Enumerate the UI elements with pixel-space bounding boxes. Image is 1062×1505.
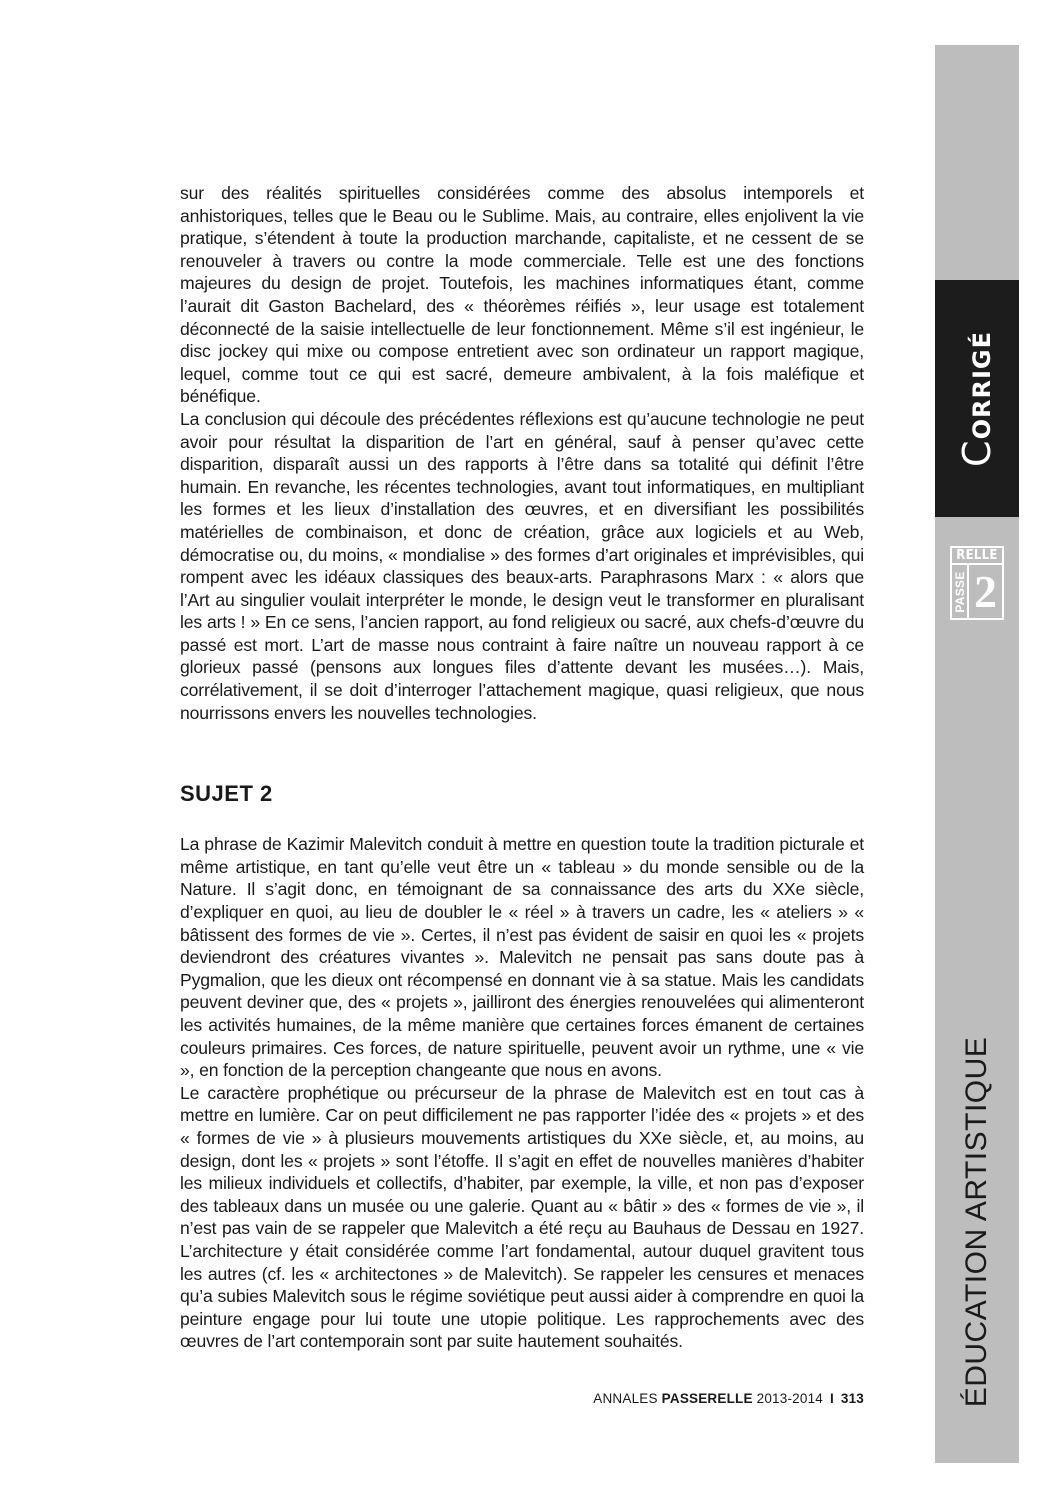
subject-label: ÉDUCATION ARTISTIQUE xyxy=(960,1036,993,1408)
corrige-tab xyxy=(935,280,1019,517)
body-paragraph: Le caractère prophétique ou précurseur de la phrase de Malevitch est en tout cas à mettre en lumière. Car on peut difficilement ne pas rapporter l’idée des « projets » et des « formes de vie » à plusieurs mouvements artistiques du XXe siècle, et, au moins, au design, dont les « projets » sont l’étoffe. Il s’agit en effet de nouvelles manières d’habiter les milieux individuels et collectifs, d’habiter, par exemple, la ville, et non pas d’exposer des tableaux dans un musée ou une galerie. Quant au « bâtir » des « formes de vie », il n’est pas vain de se rappeler que Malevitch a été reçu au Bauhaus de Dessau en 1927. L’architecture y était considérée comme l’art fondamental, autour duquel gravitent tous les autres (cf. les « architectones » de Malevitch). Se rappeler les censures et menaces qu’a subies Malevitch sous le régime soviétique peut aussi aider à comprendre en quoi la peinture engage pour lui toute une utopie politique. Les rapprochements avec des œuvres de l’art contemporain sont par suite hautement souhaités. xyxy=(180,1082,864,1352)
corrige-label xyxy=(955,331,999,467)
body-paragraph: La conclusion qui découle des précédentes réflexions est qu’aucune technologie ne peut avoir pour résultat la disparition de l’art en général, sauf à penser qu’avec cette disparition, disparaît aussi un des rapports à l’être dans sa totalité qui définit l’être humain. En revanche, les récentes technologies, avant tout informatiques, en multipliant les formes et les lieux d’installation des œuvres, et en diversifiant les possibilités matérielles de combinaison, et donc de création, grâce aux logiciels et au Web, démocratise ou, du moins, « mondialise » des formes d’art originales et imprévisibles, qui rompent avec les idéaux classiques des beaux-arts. Paraphrasons Marx : « alors que l’Art au singulier voulait interpréter le monde, le design veut le transformer en pluralisant les arts ! » En ce sens, l’ancien rapport, au fond religieux ou sacré, aux chefs-d’œuvre du passé est mort. L’art de masse nous contraint à faire naître un nouveau rapport à ce glorieux passé (pensons aux longues files d’attente devant les musées…). Mais, corrélativement, il se doit d’interroger l’attachement magique, quasi religieux, que nous nourrissons envers les nouvelles technologies. xyxy=(180,408,864,723)
corrige-rest: ORRIGÉ xyxy=(968,330,996,439)
footer-prefix: ANNALES xyxy=(593,1391,658,1406)
body-paragraph: sur des réalités spirituelles considérées comme des absolus intemporels et anhistoriques, telles que le Beau ou le Sublime. Mais, au contraire, elles enjolivent la vie pratique, s’étendent à toute la production marchande, capitaliste, et ne cessent de se renouveler à travers ou contre la mode commerciale. Telle est une des fonctions majeures du design de projet. Toutefois, les machines informatiques étant, comme l’aurait dit Gaston Bachelard, des « théorèmes réifiés », leur usage est totalement déconnecté de la saisie intellectuelle de leur fonctionnement. Même s’il est ingénieur, le disc jockey qui mixe ou compose entretient avec son ordinateur un rapport magique, lequel, comme tout ce qui est sacré, demeure ambivalent, à la fois maléfique et bénéfique. xyxy=(180,183,864,407)
logo-side-box xyxy=(952,565,969,618)
body-paragraph: La phrase de Kazimir Malevitch conduit à mettre en question toute la tradition picturale et même artistique, en tant qu’elle veut être un « tableau » du monde sensible ou de la Nature. Il s’agit donc, en témoignant de sa connaissance des arts du XXe siècle, d’expliquer en quoi, au lieu de doubler le « réel » à travers un cadre, les « ateliers » « bâtissent des formes de vie ». Certes, il n’est pas évident de saisir en quoi les « projets deviendront des créatures vivantes ». Malevitch ne pensait pas sans doute pas à Pygmalion, que les dieux ont récompensé en donnant vie à sa statue. Mais les candidats peuvent deviner que, des « projets », jailliront des énergies renouvelées qui alimenteront les activités humaines, de la même manière que certaines forces émanent de certaines couleurs primaires. Ces forces, de nature spirituelle, peuvent avoir un rythme, une « vie », en fonction de la perception changeante que nous en avons. xyxy=(180,834,864,1081)
corrige-initial: C xyxy=(955,438,999,467)
footer-separator: I xyxy=(829,1391,834,1406)
footer-years: 2013-2014 xyxy=(756,1391,824,1406)
passerelle-logo xyxy=(950,546,1004,620)
page-footer xyxy=(593,1391,864,1406)
logo-top-text: RELLE xyxy=(952,548,1002,565)
main-text-column xyxy=(180,182,864,1353)
section-heading: SUJET 2 xyxy=(180,781,273,807)
page-number: 313 xyxy=(840,1391,864,1406)
logo-number: 2 xyxy=(974,566,997,617)
footer-brand: PASSERELLE xyxy=(661,1391,753,1406)
logo-side-text: PASSE xyxy=(952,570,967,613)
